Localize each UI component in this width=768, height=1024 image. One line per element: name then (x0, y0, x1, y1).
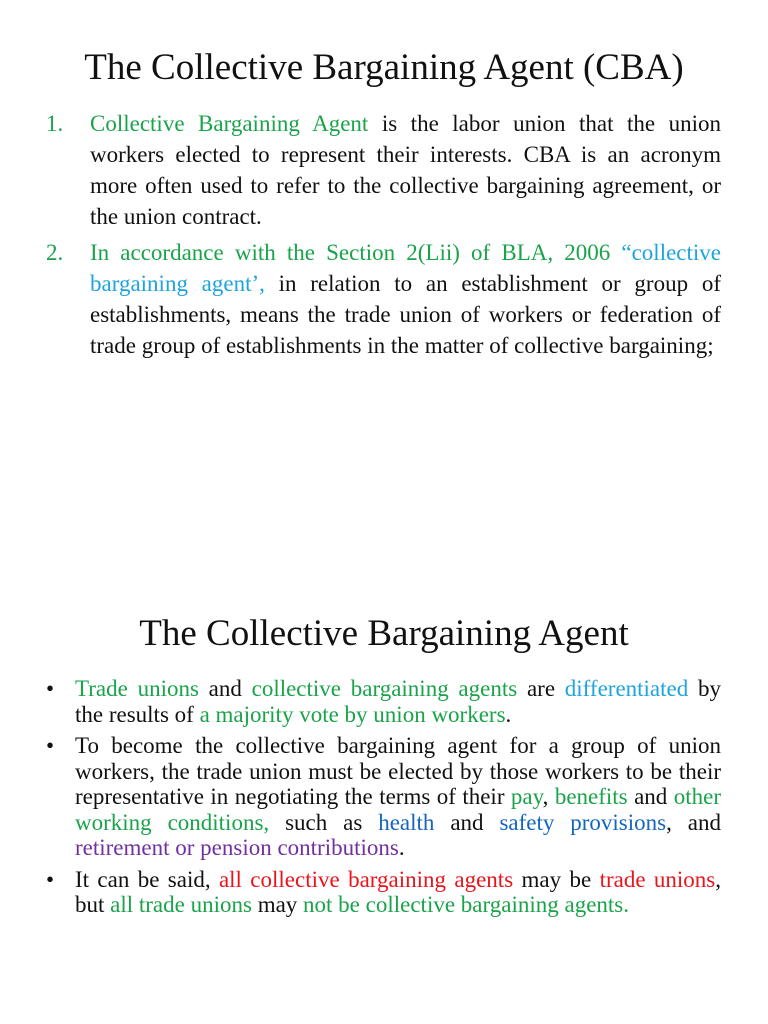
text-segment: and (198, 676, 252, 701)
text-segment: may be (513, 866, 600, 892)
text-segment: In accordance with the Section 2(Lii) of BLA, 2006 (90, 240, 622, 265)
text-segment: , but (75, 866, 721, 917)
list-item (0, 108, 768, 232)
bullet-item (0, 867, 768, 918)
text-segment: by the results of (75, 676, 721, 727)
text-segment: differentiated (564, 676, 689, 701)
list-number: 2. (46, 240, 64, 265)
text-segment: such as (269, 809, 379, 835)
text-segment: Collective Bargaining Agent (90, 111, 369, 136)
bullet-marker: • (46, 733, 55, 758)
text-segment: benefits (554, 784, 628, 809)
list-number: 1. (46, 111, 64, 136)
text-segment: Trade unions (75, 676, 199, 701)
text-segment: is the labor union that the union workers elected to represent their interests. CBA is an acronym more often used to refer to the collective bargaining agreement, or the union contract. (90, 111, 721, 229)
text-segment: all trade unions (110, 892, 252, 917)
bullet-marker: • (46, 866, 55, 892)
text-segment: To become the collective bargaining agent for a group of union workers, the trade union must be elected by those workers to be their representative in negotiating the terms of their (75, 733, 721, 809)
list-item (0, 237, 768, 361)
slide-cba-vs-trade-unions (0, 500, 768, 1024)
bullet-marker: • (46, 676, 55, 701)
text-segment: all collective bargaining agents (218, 866, 514, 892)
slide-title: The Collective Bargaining Agent (CBA) (84, 47, 684, 88)
text-segment: safety provisions (499, 809, 667, 835)
bullet-item (0, 676, 768, 727)
slide-cba-definition (0, 0, 768, 500)
text-segment: . (505, 701, 512, 727)
text-segment: may (251, 892, 304, 917)
text-segment: trade unions (599, 866, 716, 892)
text-segment: not be collective bargaining agents. (303, 892, 629, 917)
text-segment: “collective bargaining agent’, (90, 240, 721, 296)
text-segment: other working conditions, (75, 784, 721, 835)
text-segment: . (398, 835, 405, 860)
text-segment: a majority vote by union workers (199, 701, 506, 727)
text-segment: are (517, 676, 565, 701)
text-segment: retirement or pension contributions (75, 835, 399, 860)
text-segment: , and (666, 809, 721, 835)
text-segment: and (627, 784, 674, 809)
bullet-item (0, 733, 768, 861)
text-segment: It can be said, (75, 866, 219, 892)
text-segment: health (378, 809, 435, 835)
text-segment: collective bargaining agents (251, 676, 518, 701)
slide-title: The Collective Bargaining Agent (139, 613, 629, 654)
text-segment: pay (510, 784, 543, 809)
text-segment: and (434, 809, 500, 835)
bullet-list (0, 676, 768, 918)
numbered-list (0, 108, 768, 361)
text-segment: , (542, 784, 555, 809)
text-segment: in relation to an establishment or group of establishments, means the trade union of workers or federation of trade group of establishments in the matter of collective bargaining; (90, 271, 721, 358)
